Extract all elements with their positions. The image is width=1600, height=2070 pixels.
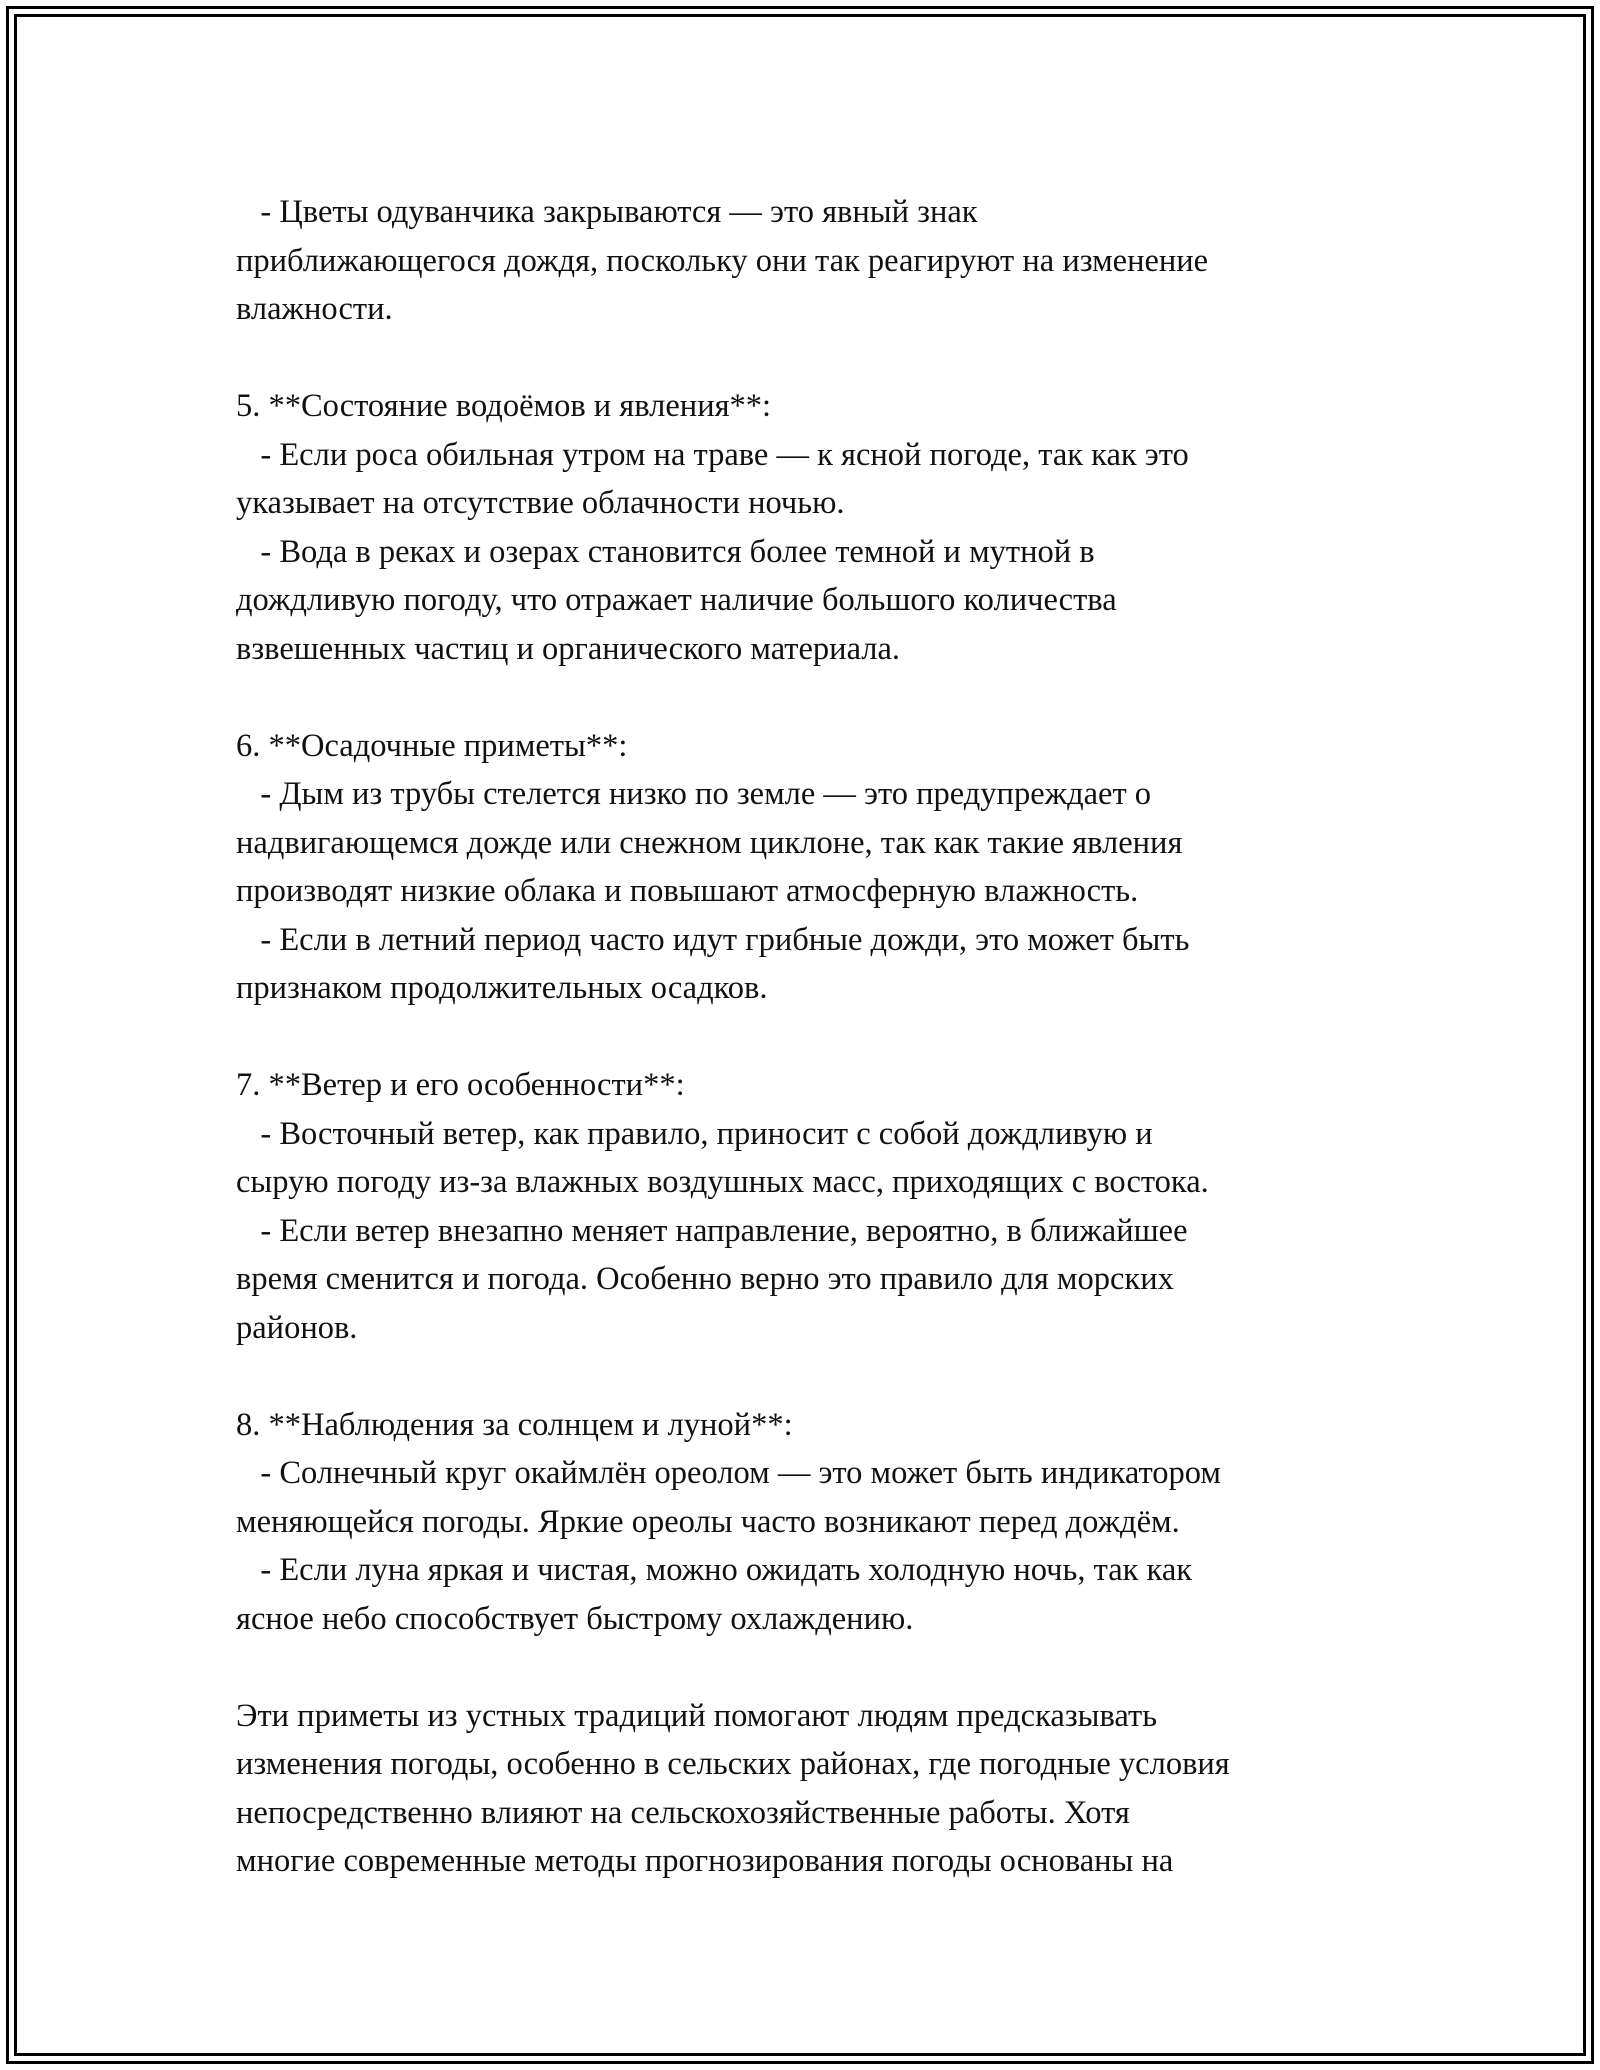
text-line: многие современные методы прогнозирования погоды основаны на — [236, 1843, 1174, 1879]
text-line: - Вода в реках и озерах становится более темной и мутной в — [236, 533, 1095, 570]
document-body — [236, 188, 1386, 1886]
text-line: дождливую погоду, что отражает наличие большого количества — [236, 582, 1117, 618]
text-line: время сменится и погода. Особенно верно это правило для морских — [236, 1261, 1174, 1297]
blank-line — [236, 1013, 1386, 1062]
text-line: признаком продолжительных осадков. — [236, 970, 768, 1006]
section-heading: 5. **Состояние водоёмов и явления**: — [236, 388, 772, 424]
text-line: - Если роса обильная утром на траве — к ясной погоде, так как это — [236, 436, 1189, 473]
text-line: приближающегося дождя, поскольку они так реагируют на изменение — [236, 242, 1209, 279]
section-heading: 8. **Наблюдения за солнцем и луной**: — [236, 1406, 793, 1443]
text-line: - Если в летний период часто идут грибные дожди, это может быть — [236, 921, 1190, 958]
text-line: производят низкие облака и повышают атмосферную влажность. — [236, 873, 1139, 909]
blank-line — [236, 1352, 1386, 1401]
section-heading: 7. **Ветер и его особенности**: — [236, 1067, 685, 1103]
blank-line — [236, 1643, 1386, 1692]
blank-line — [236, 673, 1386, 722]
text-line: указывает на отсутствие облачности ночью. — [236, 485, 845, 521]
text-line: меняющейся погоды. Яркие ореолы часто возникают перед дождём. — [236, 1503, 1180, 1540]
text-line: влажности. — [236, 291, 393, 327]
text-line: - Если ветер внезапно меняет направление, вероятно, в ближайшее — [236, 1212, 1188, 1249]
text-line: ясное небо способствует быстрому охлаждению. — [236, 1600, 914, 1637]
text-line: Эти приметы из устных традиций помогают людям предсказывать — [236, 1697, 1158, 1734]
section-heading: 6. **Осадочные приметы**: — [236, 727, 628, 764]
text-line: районов. — [236, 1309, 358, 1346]
text-line: - Цветы одуванчика закрываются — это явный знак — [236, 194, 978, 230]
text-line: - Дым из трубы стелется низко по земле — это предупреждает о — [236, 776, 1152, 812]
text-line: - Восточный ветер, как правило, приносит с собой дождливую и — [236, 1115, 1153, 1152]
text-line: непосредственно влияют на сельскохозяйственные работы. Хотя — [236, 1794, 1130, 1831]
text-line: сырую погоду из-за влажных воздушных масс, приходящих с востока. — [236, 1164, 1209, 1200]
blank-line — [236, 334, 1386, 383]
text-line: - Если луна яркая и чистая, можно ожидать холодную ночь, так как — [236, 1552, 1193, 1588]
text-line: - Солнечный круг окаймлён ореолом — это может быть индикатором — [236, 1455, 1221, 1491]
text-line: надвигающемся дожде или снежном циклоне, так как такие явления — [236, 824, 1183, 861]
text-line: изменения погоды, особенно в сельских районах, где погодные условия — [236, 1746, 1230, 1782]
text-line: взвешенных частиц и органического материала. — [236, 630, 901, 667]
